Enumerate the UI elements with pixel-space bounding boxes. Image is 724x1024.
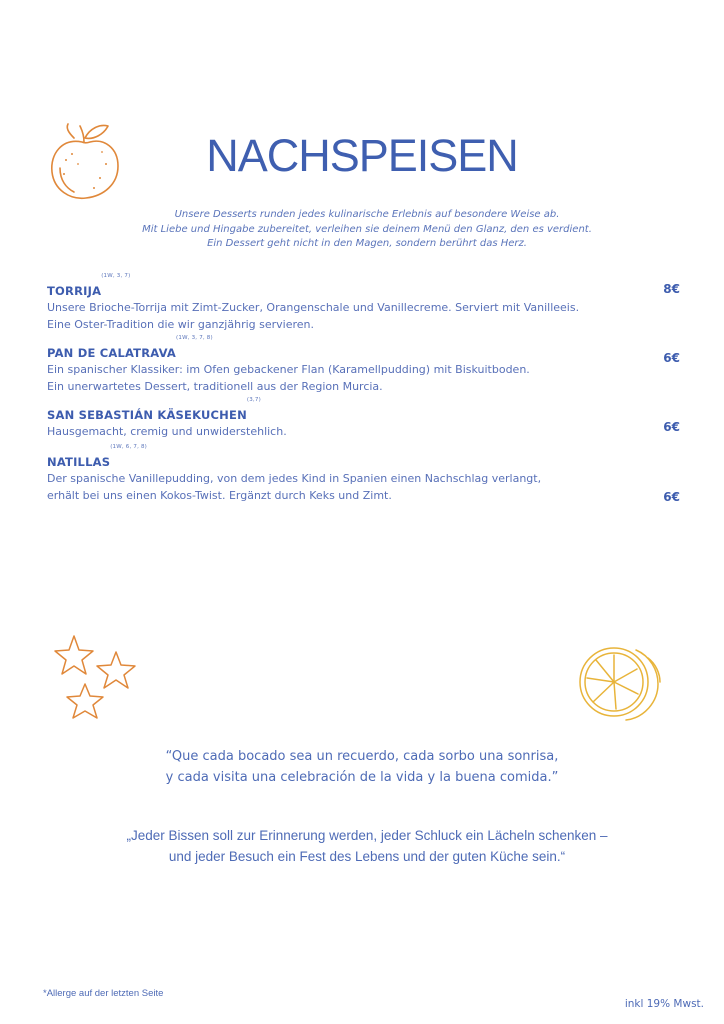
item-name-text: NATILLAS: [47, 455, 111, 469]
tax-note: inkl 19% Mwst.: [624, 998, 704, 1010]
item-description: [47, 424, 647, 441]
quote-line: und jeder Besuch ein Fest des Lebens und der guten Küche sein.“: [168, 849, 566, 864]
allergen-codes: (3,7): [246, 397, 261, 403]
intro-text: [0, 208, 724, 252]
item-name: [47, 335, 213, 360]
menu-item-kaesekuchen: [47, 397, 647, 441]
item-description: [47, 471, 647, 504]
item-name: [47, 444, 148, 469]
allergy-footnote: *Allerge auf der letzten Seite: [43, 988, 164, 999]
item-name-text: SAN SEBASTIÁN KÄSEKUCHEN: [47, 408, 247, 422]
item-description: [47, 300, 647, 333]
item-name-text: TORRIJA: [47, 284, 102, 298]
intro-line: Mit Liebe und Hingabe zubereitet, verleihen sie deinem Menü den Glanz, den es verdient.: [142, 223, 592, 235]
item-price: 6€: [663, 490, 680, 504]
description-line: Unsere Brioche-Torrija mit Zimt-Zucker, Orangenschale und Vanillecreme. Serviert mit Vanilleeis.: [47, 301, 580, 314]
allergen-codes: (1W, 6, 7, 8): [110, 444, 148, 450]
menu-item-pan-de-calatrava: [47, 335, 647, 395]
description-line: Eine Oster-Tradition die wir ganzjährig servieren.: [47, 317, 315, 331]
description-line: Ein spanischer Klassiker: im Ofen gebackener Flan (Karamellpudding) mit Biskuitboden.: [47, 363, 530, 376]
menu-item-natillas: [47, 444, 647, 504]
item-price: 8€: [663, 282, 680, 296]
description-line: erhält bei uns einen Kokos-Twist. Ergänzt durch Keks und Zimt.: [47, 488, 392, 502]
quote-line: y cada visita una celebración de la vida y la buena comida.”: [165, 770, 559, 785]
menu-item-torrija: [47, 273, 647, 333]
quote-german: [0, 825, 724, 867]
allergen-codes: (1W, 3, 7, 8): [176, 335, 213, 341]
item-name: [47, 397, 261, 422]
item-description: [47, 362, 647, 395]
description-line: Hausgemacht, cremig und unwiderstehlich.: [47, 425, 287, 438]
stars-icon: [50, 630, 145, 726]
quote-line: „Jeder Bissen soll zur Erinnerung werden, jeder Schluck ein Lächeln schenken –: [126, 828, 608, 843]
item-price: 6€: [663, 351, 680, 365]
item-name-text: PAN DE CALATRAVA: [47, 346, 177, 360]
intro-line: Ein Dessert geht nicht in den Magen, sondern berührt das Herz.: [207, 238, 527, 249]
quote-spanish: [0, 746, 724, 788]
page-title: NACHSPEISEN: [206, 130, 518, 181]
description-line: Ein unerwartetes Dessert, traditionell aus der Region Murcia.: [47, 379, 383, 393]
quote-line: “Que cada bocado sea un recuerdo, cada sorbo una sonrisa,: [165, 749, 559, 764]
intro-line: Unsere Desserts runden jedes kulinarische Erlebnis auf besondere Weise ab.: [174, 209, 560, 220]
lemon-slice-icon: [574, 636, 664, 728]
allergen-codes: (1W, 3, 7): [101, 273, 131, 279]
item-name: [47, 273, 131, 298]
item-price: 6€: [663, 420, 680, 434]
description-line: Der spanische Vanillepudding, von dem jedes Kind in Spanien einen Nachschlag verlangt,: [47, 472, 542, 485]
